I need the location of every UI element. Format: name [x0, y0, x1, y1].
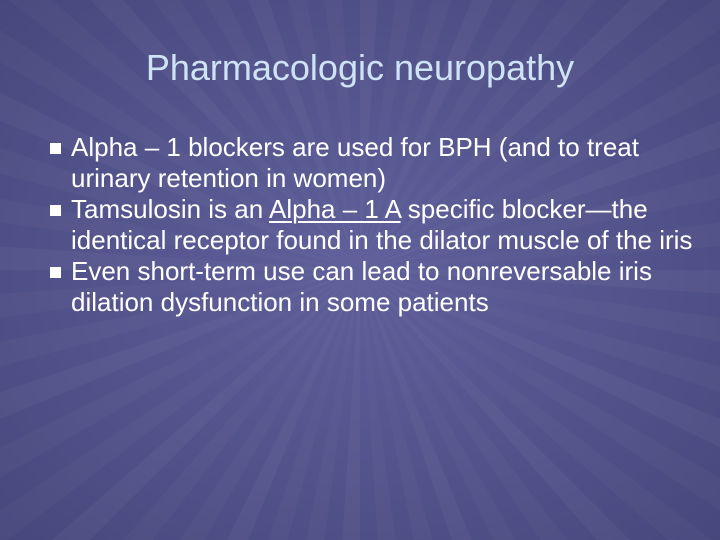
- bullet-text-underlined: Alpha – 1 A: [268, 194, 401, 224]
- bullet-item: [50, 194, 710, 256]
- bullet-list: [50, 132, 710, 318]
- square-bullet-icon: [50, 267, 61, 278]
- bullet-text: Even short-term use can lead to nonreversable iris dilation dysfunction in some patients: [71, 256, 652, 317]
- bullet-text-after: specific blocker—the identical receptor found in the dilator muscle of the iris: [71, 194, 693, 255]
- bullet-text: Alpha – 1 blockers are used for BPH (and to treat urinary retention in women): [71, 132, 639, 193]
- square-bullet-icon: [50, 143, 61, 154]
- slide-title: Pharmacologic neuropathy: [145, 47, 575, 88]
- bullet-item: [50, 256, 710, 318]
- square-bullet-icon: [50, 205, 61, 216]
- bullet-item: [50, 132, 710, 194]
- bullet-text-before: Tamsulosin is an: [71, 194, 269, 224]
